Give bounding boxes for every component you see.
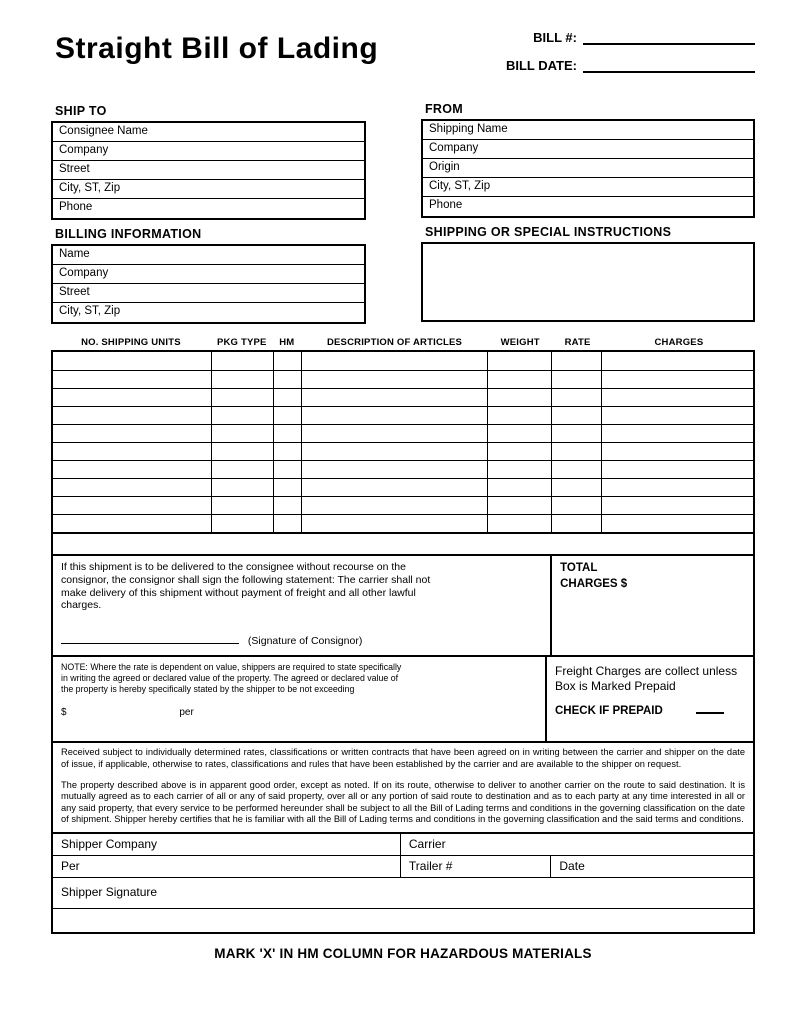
table-cell[interactable] xyxy=(602,514,753,532)
bill-date-line[interactable] xyxy=(583,58,755,73)
table-cell[interactable] xyxy=(53,424,212,442)
freight-table xyxy=(53,352,753,532)
billing-city-field[interactable]: City, ST, Zip xyxy=(59,305,121,317)
freight-table-header xyxy=(51,337,755,348)
form-body-stack xyxy=(51,350,755,934)
billing-name-field[interactable]: Name xyxy=(53,246,364,265)
ship-to-phone-field[interactable]: Phone xyxy=(59,201,93,213)
table-cell[interactable] xyxy=(53,460,212,478)
billing-company-field[interactable]: Company xyxy=(53,265,364,284)
column-header-charges: CHARGES xyxy=(654,337,704,348)
table-cell[interactable] xyxy=(273,514,301,532)
table-row xyxy=(53,442,753,460)
freight-table-body xyxy=(53,352,753,532)
table-cell[interactable] xyxy=(602,478,753,496)
address-section xyxy=(51,104,755,324)
table-row xyxy=(53,352,753,370)
declared-value-row[interactable] xyxy=(61,707,537,718)
table-cell[interactable] xyxy=(273,388,301,406)
from-origin-field[interactable]: Origin xyxy=(423,159,753,178)
footer-hazmat-note: MARK 'X' IN HM COLUMN FOR HAZARDOUS MATERIALS xyxy=(214,945,592,961)
table-cell[interactable] xyxy=(273,496,301,514)
table-cell[interactable] xyxy=(551,496,601,514)
table-cell[interactable] xyxy=(488,514,552,532)
table-cell[interactable] xyxy=(212,406,274,424)
consignor-clause-text: If this shipment is to be delivered to the consignee without recourse on the consignor, the consignor shall sign the following statement: The carrier shall not make delivery of this shipment without payment of freight and all other lawful charges. xyxy=(61,561,431,612)
table-cell[interactable] xyxy=(301,478,487,496)
per-label: per xyxy=(179,707,194,719)
carrier-cell[interactable]: Carrier xyxy=(408,836,446,851)
table-cell[interactable] xyxy=(273,424,301,442)
table-cell[interactable] xyxy=(212,442,274,460)
terms-section xyxy=(53,741,753,832)
shipper-company-cell[interactable]: Shipper Company xyxy=(53,834,401,855)
table-cell[interactable] xyxy=(301,352,487,370)
table-cell[interactable] xyxy=(53,442,212,460)
table-cell[interactable] xyxy=(602,496,753,514)
consignor-signature-row xyxy=(61,632,542,647)
table-cell[interactable] xyxy=(301,424,487,442)
shipper-signature-cell[interactable]: Shipper Signature xyxy=(61,884,158,899)
table-cell[interactable] xyxy=(273,352,301,370)
table-cell[interactable] xyxy=(212,388,274,406)
table-cell[interactable] xyxy=(273,442,301,460)
table-cell[interactable] xyxy=(301,370,487,388)
table-cell[interactable] xyxy=(53,496,212,514)
table-cell[interactable] xyxy=(488,388,552,406)
ship-to-company-field[interactable]: Company xyxy=(53,142,364,161)
billing-box xyxy=(51,244,366,324)
table-cell[interactable] xyxy=(273,370,301,388)
table-cell[interactable] xyxy=(488,478,552,496)
bill-number-row xyxy=(493,30,755,45)
table-cell[interactable] xyxy=(602,406,753,424)
table-cell[interactable] xyxy=(53,370,212,388)
trailer-cell[interactable]: Trailer # xyxy=(401,856,552,877)
table-cell[interactable] xyxy=(488,424,552,442)
table-cell[interactable] xyxy=(602,424,753,442)
consignor-section xyxy=(53,554,753,655)
signature-block-row-1 xyxy=(53,832,753,855)
right-column xyxy=(421,104,755,324)
table-cell[interactable] xyxy=(53,388,212,406)
signature-block-row-3 xyxy=(53,877,753,908)
table-cell[interactable] xyxy=(301,496,487,514)
table-row xyxy=(53,496,753,514)
table-cell[interactable] xyxy=(488,460,552,478)
table-cell[interactable] xyxy=(551,424,601,442)
table-cell[interactable] xyxy=(301,442,487,460)
note-section xyxy=(53,655,753,741)
total-charges-label xyxy=(560,561,745,592)
date-cell[interactable]: Date xyxy=(559,858,585,873)
consignor-signature-caption: (Signature of Consignor) xyxy=(247,635,363,648)
table-row xyxy=(53,388,753,406)
ship-to-box xyxy=(51,121,366,220)
terms-paragraph-2: The property described above is in apparent good order, except as noted. If on its route, otherwise to deliver to another carrier on the route to said destination. It is mutually agreed as to each carrier of all or any of said property, over all or any portion of said route to destination and as to each party at any time interested in all or any said property, that every service to be performed hereunder shall be subject to all the Bill of Lading terms and conditions in the governing classification on the date of shipment. Shipper hereby certifies that he is familiar with all the Bill of Lading terms and conditions in the governing classification and the said terms and conditions. xyxy=(61,780,745,825)
column-header-rate: RATE xyxy=(564,337,591,348)
prepaid-cell xyxy=(547,657,753,741)
table-cell[interactable] xyxy=(551,514,601,532)
bill-number-label: BILL #: xyxy=(533,30,577,45)
table-row xyxy=(53,370,753,388)
spacer-row[interactable] xyxy=(53,532,753,554)
table-cell[interactable] xyxy=(212,424,274,442)
table-row xyxy=(53,478,753,496)
note-clause-text: NOTE: Where the rate is dependent on value, shippers are required to state specifically in writing the agreed or declared value of the property. The agreed or declared value of the property is hereby specifically stated by the shipper to be not exceeding xyxy=(61,662,402,695)
column-header-description: DESCRIPTION OF ARTICLES xyxy=(326,337,463,348)
table-cell[interactable] xyxy=(602,388,753,406)
from-phone-field[interactable]: Phone xyxy=(429,199,463,211)
total-charges-label-line2: CHARGES $ xyxy=(560,577,628,590)
table-cell[interactable] xyxy=(53,478,212,496)
from-company-field[interactable]: Company xyxy=(423,140,753,159)
table-cell[interactable] xyxy=(212,478,274,496)
table-cell[interactable] xyxy=(488,406,552,424)
freight-collect-text: Freight Charges are collect unless Box is Marked Prepaid xyxy=(555,664,738,693)
table-cell[interactable] xyxy=(602,442,753,460)
table-row xyxy=(53,424,753,442)
table-cell[interactable] xyxy=(551,388,601,406)
table-cell[interactable] xyxy=(301,514,487,532)
table-cell[interactable] xyxy=(488,352,552,370)
table-cell[interactable] xyxy=(301,460,487,478)
table-cell[interactable] xyxy=(488,496,552,514)
total-charges-cell[interactable] xyxy=(552,556,753,655)
table-cell[interactable] xyxy=(602,352,753,370)
table-cell[interactable] xyxy=(212,496,274,514)
table-cell[interactable] xyxy=(551,442,601,460)
table-row xyxy=(53,406,753,424)
terms-paragraph-1: Received subject to individually determined rates, classifications or written contracts that have been agreed on in writing between the carrier and shipper on the date of issue, if applicable, otherwise to rates, classifications and rules that have been established by the carrier and are available to the shipper on request. xyxy=(61,747,745,769)
check-if-prepaid-label: CHECK IF PREPAID xyxy=(555,704,663,717)
amount-prefix: $ xyxy=(61,707,67,719)
column-header-pkg-type: PKG TYPE xyxy=(216,337,267,348)
consignor-signature-line[interactable] xyxy=(61,632,239,644)
table-cell[interactable] xyxy=(488,370,552,388)
prepaid-row xyxy=(555,704,745,717)
instructions-box[interactable] xyxy=(421,242,755,322)
table-cell[interactable] xyxy=(602,370,753,388)
table-cell[interactable] xyxy=(551,352,601,370)
bill-date-label: BILL DATE: xyxy=(505,58,577,73)
table-cell[interactable] xyxy=(212,460,274,478)
table-cell[interactable] xyxy=(212,352,274,370)
bill-date-row xyxy=(493,58,755,73)
instructions-heading: SHIPPING OR SPECIAL INSTRUCTIONS xyxy=(425,225,672,239)
column-header-weight: WEIGHT xyxy=(500,337,540,348)
prepaid-check-line[interactable] xyxy=(696,704,724,714)
page-title: Straight Bill of Lading xyxy=(55,32,379,65)
table-cell[interactable] xyxy=(602,460,753,478)
billing-street-field[interactable]: Street xyxy=(53,284,364,303)
table-cell[interactable] xyxy=(212,514,274,532)
from-box xyxy=(421,119,755,218)
ship-to-city-field[interactable]: City, ST, Zip xyxy=(53,180,364,199)
table-cell[interactable] xyxy=(273,406,301,424)
table-row xyxy=(53,514,753,532)
table-cell[interactable] xyxy=(301,388,487,406)
ship-to-heading: SHIP TO xyxy=(55,104,107,118)
table-cell[interactable] xyxy=(551,460,601,478)
from-shipping-name-field[interactable]: Shipping Name xyxy=(423,121,753,140)
ship-to-street-field[interactable]: Street xyxy=(53,161,364,180)
bill-number-line[interactable] xyxy=(583,30,755,45)
ship-to-consignee-field[interactable]: Consignee Name xyxy=(53,123,364,142)
table-cell[interactable] xyxy=(488,442,552,460)
per-cell[interactable]: Per xyxy=(53,856,401,877)
table-cell[interactable] xyxy=(53,514,212,532)
from-city-field[interactable]: City, ST, Zip xyxy=(423,178,753,197)
form-header xyxy=(51,28,755,86)
note-clause-cell xyxy=(53,657,547,741)
table-cell[interactable] xyxy=(301,406,487,424)
from-heading: FROM xyxy=(425,102,463,116)
blank-row[interactable] xyxy=(53,909,61,932)
table-cell[interactable] xyxy=(551,406,601,424)
column-header-hm: HM xyxy=(279,337,295,348)
table-row xyxy=(53,460,753,478)
signature-block-row-2 xyxy=(53,855,753,877)
table-cell[interactable] xyxy=(551,478,601,496)
consignor-clause-cell xyxy=(53,556,552,655)
signature-block-row-4 xyxy=(53,908,753,932)
table-cell[interactable] xyxy=(53,406,212,424)
table-cell[interactable] xyxy=(53,352,212,370)
left-column xyxy=(51,104,366,324)
column-header-units: NO. SHIPPING UNITS xyxy=(81,337,181,348)
table-cell[interactable] xyxy=(273,478,301,496)
billing-heading: BILLING INFORMATION xyxy=(55,227,202,241)
bill-fields xyxy=(493,28,755,86)
table-cell[interactable] xyxy=(273,460,301,478)
table-cell[interactable] xyxy=(212,370,274,388)
table-cell[interactable] xyxy=(551,370,601,388)
total-charges-label-line1: TOTAL xyxy=(560,562,598,574)
